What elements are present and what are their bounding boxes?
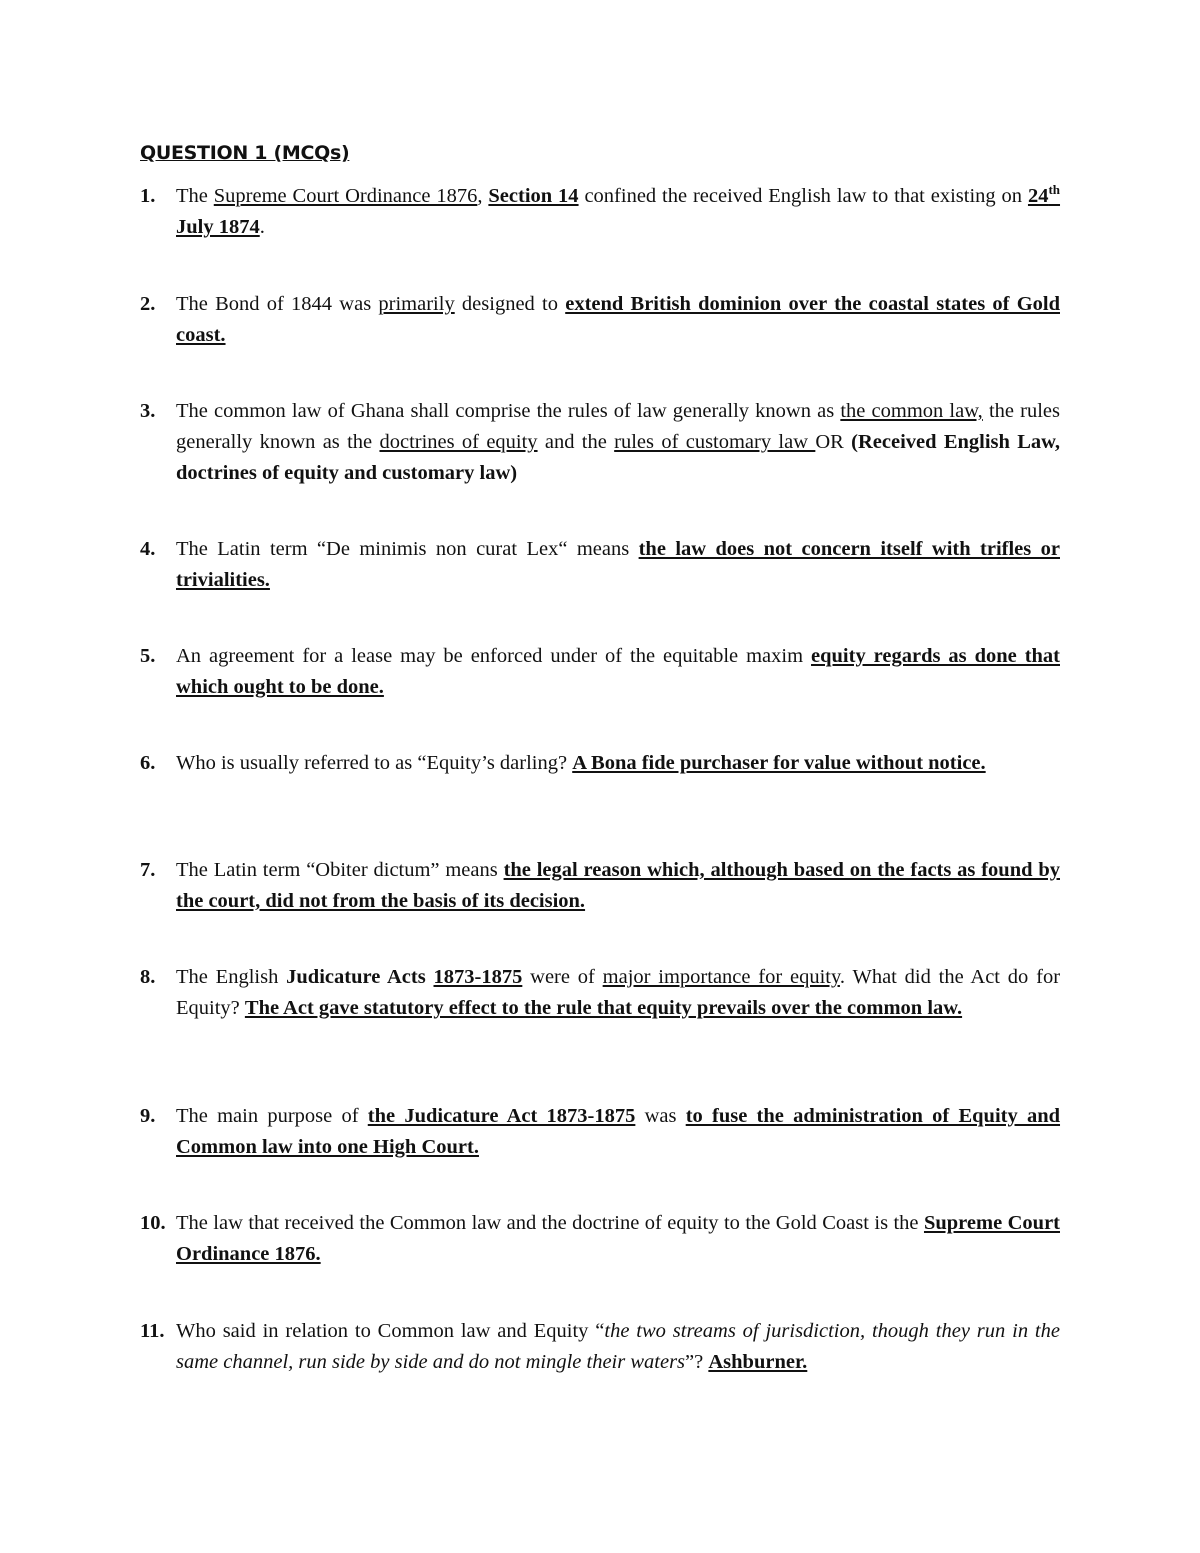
question-text [176,1208,1060,1270]
question-text [176,962,1060,1024]
question-text [176,1316,1060,1378]
question-text [176,748,1060,779]
superscript: th [1048,182,1061,197]
question-4 [140,534,1060,596]
text-run [426,966,434,988]
text-run: The Latin term “De minimis non curat Lex“ means [176,538,639,560]
answer-text: to fuse the administration of Equity and Common law into one High Court. [176,1105,1061,1158]
question-3 [140,396,1060,489]
answer-text: the Judicature Act 1873-1875 [367,1105,636,1127]
text-run: The common law of Ghana shall comprise the rules of law generally known as [176,400,841,422]
question-number: 6. [140,752,156,774]
question-text [176,289,1060,351]
text-run: the rules generally known as the [176,400,1060,453]
text-run: The [176,185,214,207]
question-number: 9. [140,1105,156,1127]
question-10 [140,1208,1060,1270]
question-text [176,181,1060,243]
text-run: The main purpose of [176,1105,368,1127]
underlined-text: the common law, [840,400,983,422]
text-run: Who said in relation to Common law and Equity “ [176,1320,605,1342]
question-number: 7. [140,859,156,881]
text-run: An agreement for a lease may be enforced under of the equitable maxim [176,645,812,667]
question-number: 10. [140,1212,166,1234]
text-run: were of [522,966,603,988]
question-number: 3. [140,400,156,422]
question-2 [140,289,1060,351]
answer-text: equity regards as done that which ought to be done. [176,645,1060,698]
underlined-text: doctrines of equity [379,431,538,453]
question-5 [140,641,1060,703]
answer-text: Section 14 [488,185,579,207]
question-9 [140,1101,1060,1163]
answer-text: (Received English Law, doctrines of equity and customary law) [176,431,1060,484]
answer-text: A Bona fide purchaser for value without notice. [572,752,986,774]
question-number: 8. [140,966,156,988]
underlined-text: primarily [378,293,455,315]
text-run: , [477,185,489,207]
question-number: 4. [140,538,156,560]
text-run: The Bond of 1844 was [176,293,379,315]
question-7 [140,855,1060,917]
text-run: The Latin term “Obiter dictum” means [176,859,504,881]
question-number: 2. [140,293,156,315]
answer-text: extend British dominion over the coastal states of Gold coast. [176,293,1060,346]
text-run: . [259,216,265,238]
italic-quote: the two streams of jurisdiction, though they run in the same channel, run side by side and do not mingle their waters [176,1320,1060,1373]
answer-text: 24th July 1874 [176,182,1061,238]
answer-text: the law does not concern itself with trifles or trivialities. [176,538,1060,591]
text-run: was [635,1105,686,1127]
question-text [176,641,1060,703]
bold-text: Judicature Acts [286,966,426,988]
text-run: and the [537,431,615,453]
text-run: The law that received the Common law and the doctrine of equity to the Gold Coast is the [176,1212,924,1234]
question-text [176,1101,1060,1163]
question-6 [140,748,1060,779]
underlined-text: major importance for equity [602,966,840,988]
text-run: designed to [454,293,566,315]
question-8 [140,962,1060,1024]
question-number: 5. [140,645,156,667]
answer-text: Supreme Court Ordinance 1876. [176,1212,1060,1265]
answer-text: 1873-1875 [433,966,523,988]
question-1 [140,181,1060,243]
text-run: . What did the Act do for Equity? [176,966,1061,1019]
text-run: ”? [685,1351,709,1373]
question-text [176,534,1060,596]
underlined-text: Supreme Court Ordinance 1876 [213,185,478,207]
question-11 [140,1316,1060,1378]
text-run: The English [176,966,287,988]
text-run: OR [815,431,852,453]
question-text [176,396,1060,489]
text-run: confined the received English law to that existing on [578,185,1028,207]
underlined-text: rules of customary law [614,431,816,453]
question-number: 1. [140,185,156,207]
answer-text: The Act gave statutory effect to the rule that equity prevails over the common law. [244,997,963,1019]
question-number: 11. [140,1320,165,1342]
section-heading: QUESTION 1 (MCQs) [140,142,350,164]
question-text [176,855,1060,917]
answer-text: the legal reason which, although based on the facts as found by the court, did not from the basis of its decision. [176,859,1060,912]
text-run: Who is usually referred to as “Equity’s darling? [176,752,573,774]
answer-text: Ashburner. [708,1351,808,1373]
